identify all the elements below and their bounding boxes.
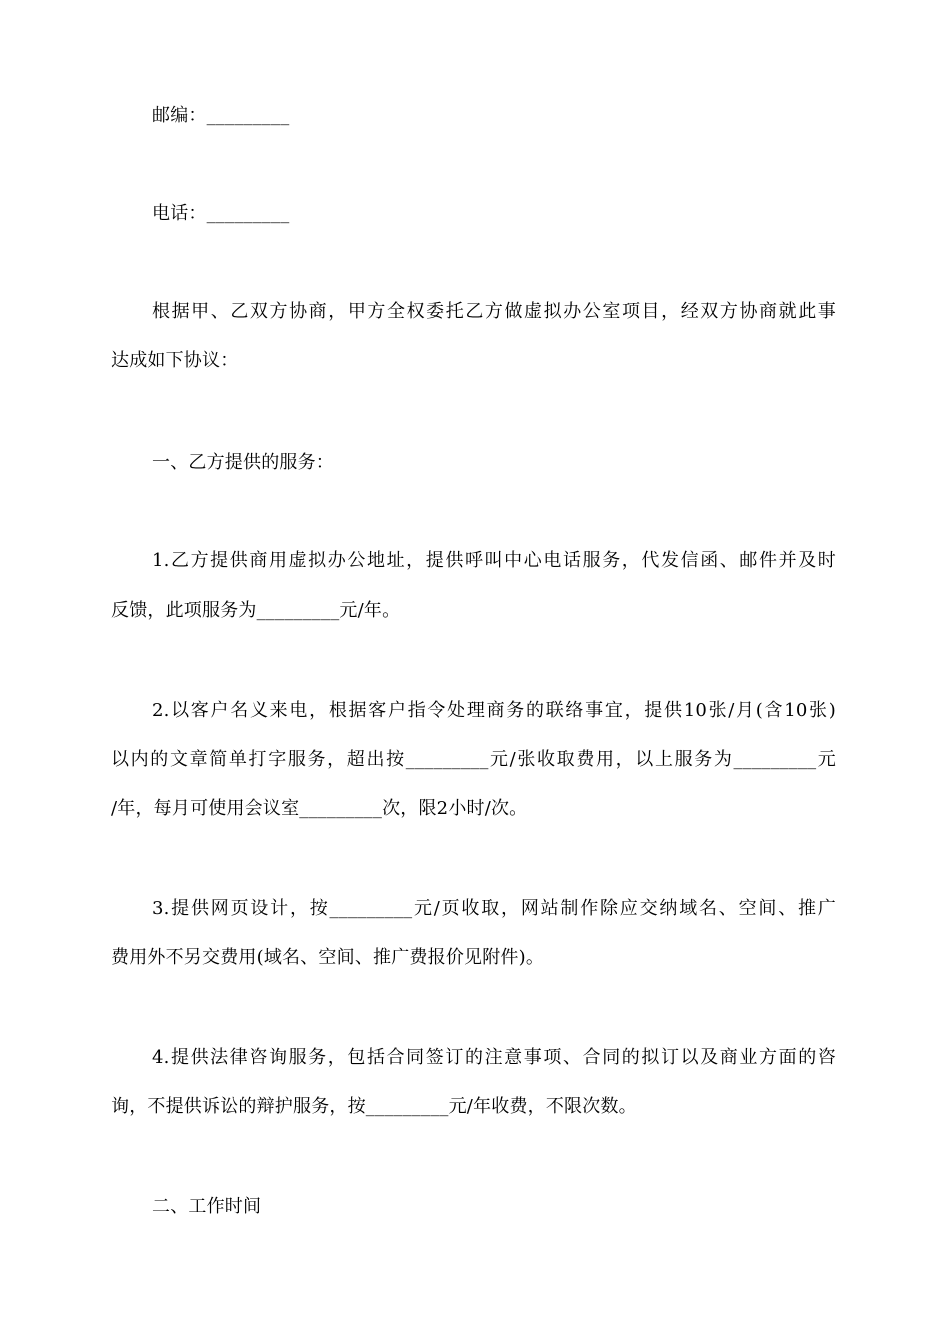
service-item-4-line-1: 4.提供法律咨询服务，包括合同签订的注意事项、合同的拟订以及商业方面的咨	[152, 1047, 836, 1068]
service-item-2-line-3: /年，每月可使用会议室_________次，限2小时/次。	[111, 798, 528, 819]
postcode-line: 邮编：_________	[152, 105, 290, 126]
service-item-1-line-1: 1.乙方提供商用虚拟办公地址，提供呼叫中心电话服务，代发信函、邮件并及时	[152, 550, 836, 571]
service-item-3-line-2: 费用外不另交费用(域名、空间、推广费报价见附件)。	[111, 947, 545, 968]
service-item-4-line-2: 询，不提供诉讼的辩护服务，按_________元/年收费，不限次数。	[111, 1096, 637, 1117]
service-item-3-line-1: 3.提供网页设计，按_________元/页收取，网站制作除应交纳域名、空间、推广	[152, 898, 836, 919]
section-2-heading: 二、工作时间	[152, 1196, 262, 1217]
service-item-2-line-1: 2.以客户名义来电，根据客户指令处理商务的联络事宜，提供10张/月(含10张)	[152, 700, 836, 721]
section-1-heading: 一、乙方提供的服务：	[152, 452, 334, 473]
phone-line: 电话：_________	[152, 203, 290, 224]
intro-paragraph-line-1: 根据甲、乙双方协商，甲方全权委托乙方做虚拟办公室项目，经双方协商就此事	[152, 301, 836, 322]
intro-paragraph-line-2: 达成如下协议：	[111, 350, 239, 371]
service-item-2-line-2: 以内的文章简单打字服务，超出按_________元/张收取费用，以上服务为_________元	[111, 749, 836, 770]
service-item-1-line-2: 反馈，此项服务为_________元/年。	[111, 600, 401, 621]
